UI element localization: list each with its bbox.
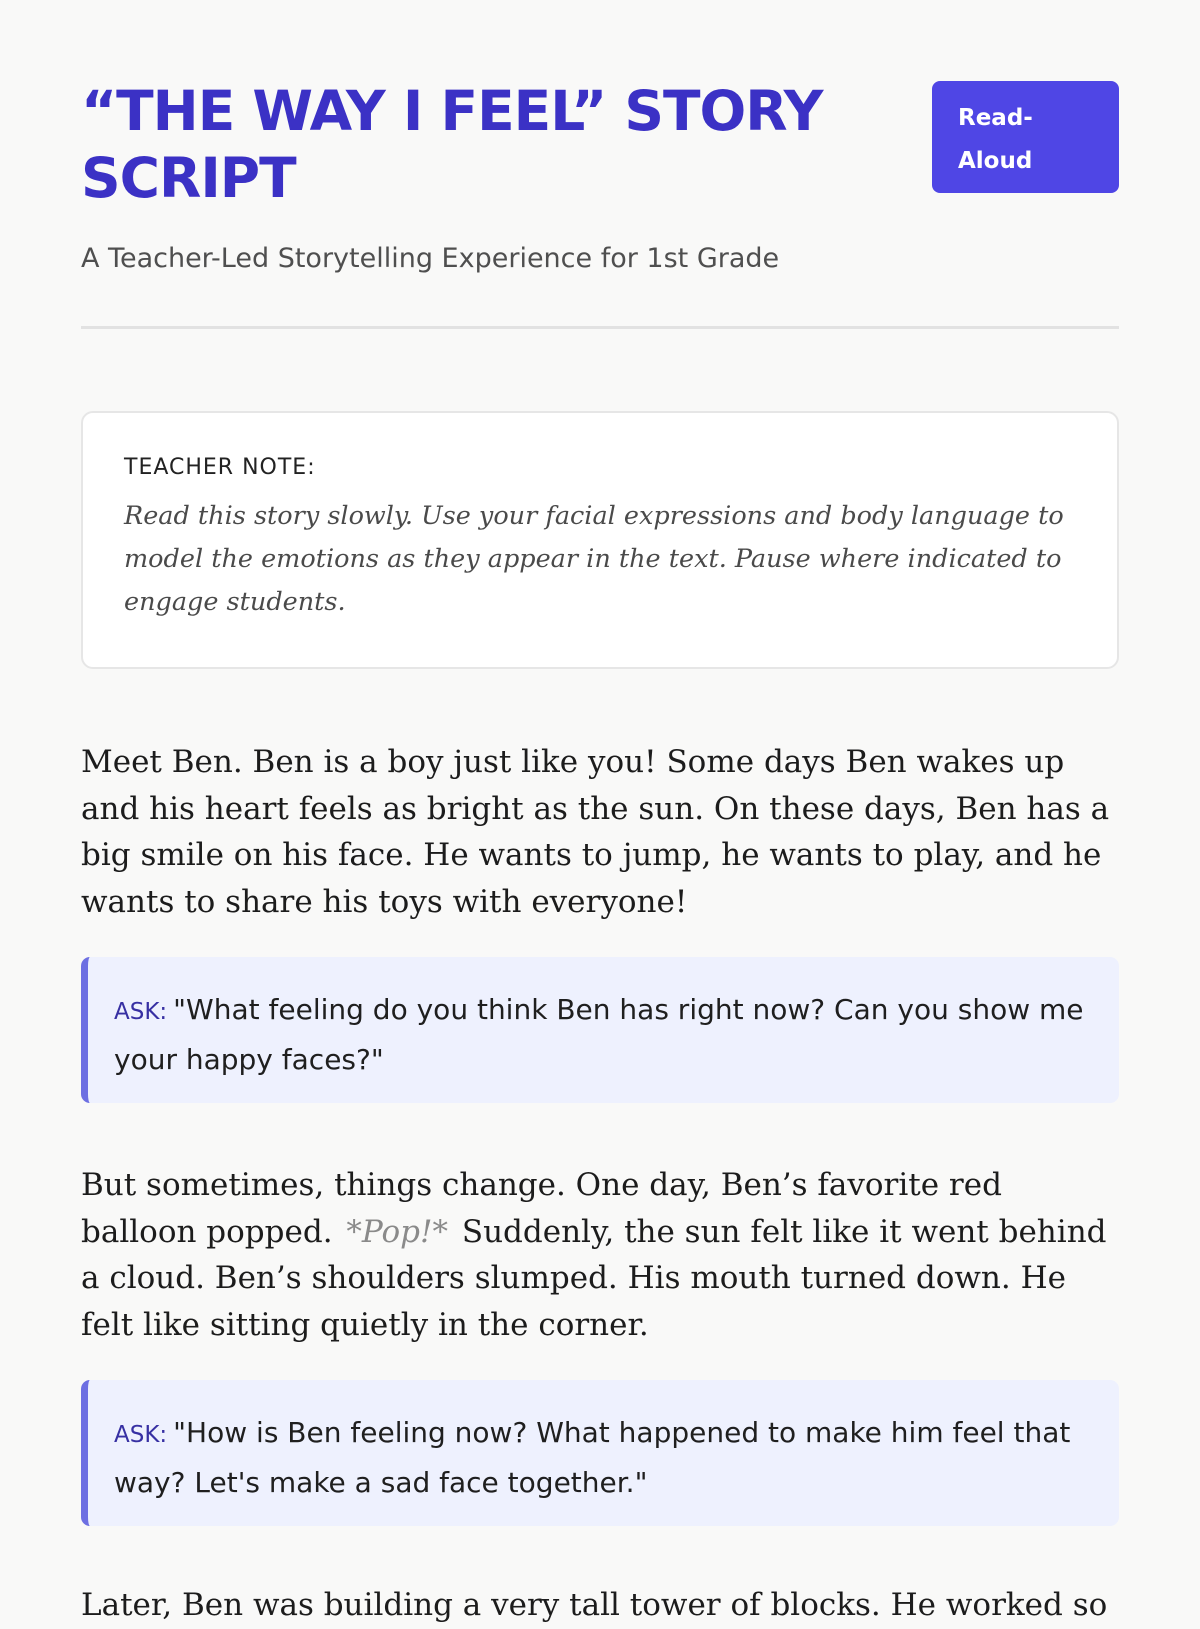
ask-prompt-box bbox=[81, 1380, 1119, 1526]
teacher-note-text: Read this story slowly. Use your facial expressions and body language to model the emotions as they appear in the text. Pause where indicated to engage students. bbox=[124, 501, 1064, 617]
read-aloud-badge: Read-Aloud bbox=[932, 81, 1119, 193]
ask-prompt-box bbox=[81, 957, 1119, 1103]
header-divider bbox=[81, 326, 1119, 329]
ask-question: "What feeling do you think Ben has right now? Can you show me your happy faces?" bbox=[114, 993, 1084, 1076]
story-text: Suddenly, the sun felt like it went behind a cloud. Ben’s shoulders slumped. His mouth turned down. He felt like sitting quietly in the corner. bbox=[81, 1213, 1107, 1343]
teacher-note-label: TEACHER NOTE: bbox=[124, 455, 316, 480]
ask-question: "How is Ben feeling now? What happened to make him feel that way? Let's make a sad face together." bbox=[114, 1416, 1071, 1499]
teacher-note-card bbox=[81, 411, 1119, 669]
ask-label: ASK: bbox=[114, 999, 168, 1025]
page-subtitle: A Teacher-Led Storytelling Experience for 1st Grade bbox=[81, 243, 780, 274]
ask-label: ASK: bbox=[114, 1422, 168, 1448]
sound-effect: *Pop!* bbox=[346, 1213, 448, 1250]
story-text: But sometimes, things change. One day, Ben’s favorite red balloon popped. bbox=[81, 1167, 1002, 1250]
page-header bbox=[81, 78, 1119, 212]
story-paragraph bbox=[81, 1162, 1119, 1348]
story-paragraph: Meet Ben. Ben is a boy just like you! Some days Ben wakes up and his heart feels as bright as the sun. On these days, Ben has a big smile on his face. He wants to jump, he wants to play, and he wants to share his toys with everyone! bbox=[81, 744, 1110, 920]
page-title: “THE WAY I FEEL” STORY SCRIPT bbox=[81, 79, 823, 210]
story-paragraph: Later, Ben was building a very tall tower of blocks. He worked so bbox=[81, 1587, 1108, 1623]
